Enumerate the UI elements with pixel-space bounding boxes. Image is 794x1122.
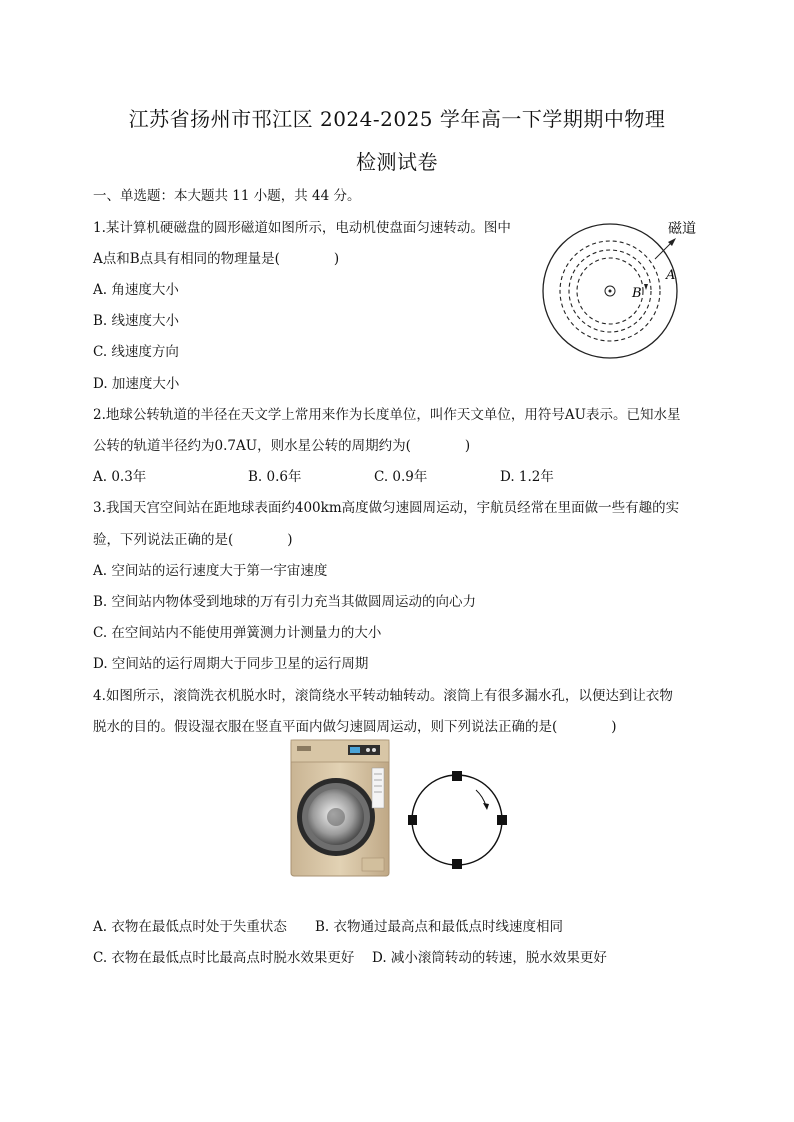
q2-option-b: B. 0.6年: [248, 469, 302, 485]
washing-machine-image: [288, 738, 392, 880]
q3-stem-line2: 验，下列说法正确的是( ): [93, 532, 293, 548]
q1-option-c: C. 线速度方向: [93, 344, 179, 360]
q4-stem-line2: 脱水的目的。假设湿衣服在竖直平面内做匀速圆周运动，则下列说法正确的是( ): [93, 719, 617, 735]
rotating-drum-diagram: [408, 770, 508, 870]
q3-option-a: A. 空间站的运行速度大于第一宇宙速度: [93, 563, 328, 579]
q4-option-d: D. 减小滚筒转动的转速，脱水效果更好: [372, 950, 607, 966]
disk-track-figure: [540, 212, 710, 362]
exam-title-line2: 检测试卷: [356, 150, 438, 174]
q2-option-c: C. 0.9年: [374, 469, 428, 485]
point-b-label: B: [632, 286, 642, 301]
point-a-label: A: [666, 268, 676, 283]
q1-stem-line1: 1.某计算机硬磁盘的圆形磁道如图所示，电动机使盘面匀速转动。图中: [93, 220, 511, 236]
q2-stem-line1: 2.地球公转轨道的半径在天文学上常用来作为长度单位，叫作天文单位，用符号AU表示。已知水星: [93, 407, 681, 423]
q4-option-c: C. 衣物在最低点时比最高点时脱水效果更好: [93, 950, 355, 966]
q3-stem-line1: 3.我国天宫空间站在距地球表面约400km高度做匀速圆周运动，宇航员经常在里面做一些有趣的实: [93, 500, 680, 516]
q3-option-b: B. 空间站内物体受到地球的万有引力充当其做圆周运动的向心力: [93, 594, 477, 610]
q2-option-a: A. 0.3年: [93, 469, 147, 485]
q3-option-d: D. 空间站的运行周期大于同步卫星的运行周期: [93, 656, 369, 672]
q4-option-a: A. 衣物在最低点时处于失重状态: [93, 919, 287, 935]
q1-option-b: B. 线速度大小: [93, 313, 180, 329]
track-label: 磁道: [668, 221, 696, 237]
q2-option-d: D. 1.2年: [500, 469, 554, 485]
q4-stem-line1: 4.如图所示，滚筒洗衣机脱水时，滚筒绕水平转动轴转动。滚筒上有很多漏水孔，以便达到让衣物: [93, 688, 673, 704]
q3-option-c: C. 在空间站内不能使用弹簧测力计测量力的大小: [93, 625, 382, 641]
section-heading: 一、单选题：本大题共 11 小题，共 44 分。: [93, 188, 361, 204]
q4-option-b: B. 衣物通过最高点和最低点时线速度相同: [315, 919, 564, 935]
q1-option-a: A. 角速度大小: [93, 282, 179, 298]
q2-stem-line2: 公转的轨道半径约为0.7AU，则水星公转的周期约为( ): [93, 438, 471, 454]
q1-option-d: D. 加速度大小: [93, 376, 180, 392]
exam-title-line1: 江苏省扬州市邗江区 2024-2025 学年高一下学期期中物理: [128, 107, 666, 131]
q2-options-row: [93, 465, 613, 485]
q1-stem-line2: A点和B点具有相同的物理量是( ): [93, 251, 340, 267]
